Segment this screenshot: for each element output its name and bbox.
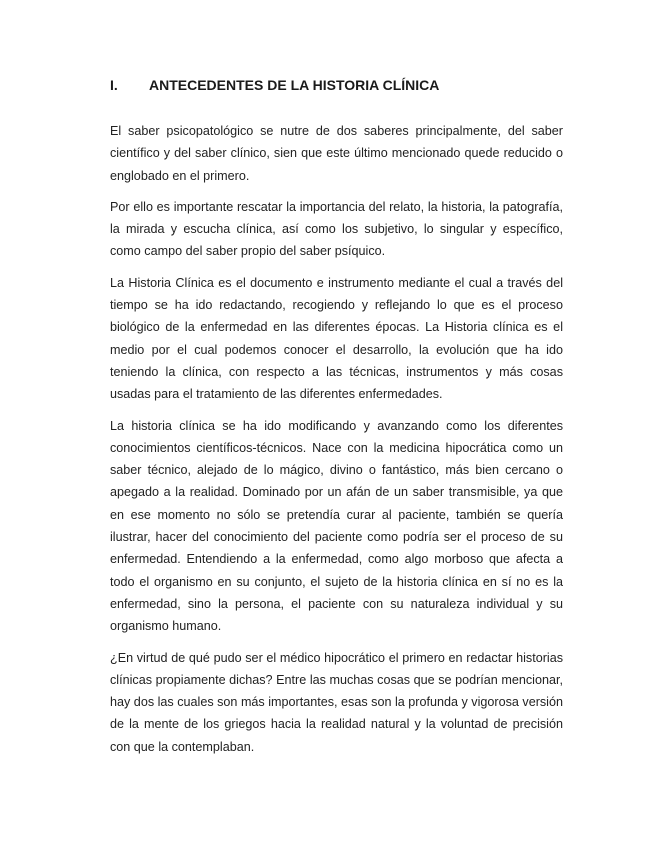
paragraph-2: Por ello es importante rescatar la importancia del relato, la historia, la patografía, la mirada y escucha clínica, así como los subjetivo, lo singular y específico, como campo del saber propio del saber psíquico. [110,199,563,259]
paragraph-3: La Historia Clínica es el documento e instrumento mediante el cual a través del tiempo se ha ido redactando, recogiendo y reflejando lo que es el proceso biológico de la enfermedad en las diferentes épocas. La Historia clínica es el medio por el cual podemos conocer el desarrollo, la evolución que ha ido teniendo la clínica, con respecto a las técnicas, instrumentos y más cosas usadas para el tratamiento de las diferentes enfermedades. [110,275,563,402]
section-heading [110,76,550,94]
section-title: ANTECEDENTES DE LA HISTORIA CLÍNICA [149,77,440,93]
paragraph-4: La historia clínica se ha ido modificando y avanzando como los diferentes conocimientos científicos-técnicos. Nace con la medicina hipocrática como un saber técnico, alejado de lo mágico, divino o fantástico, más bien cercano o apegado a la realidad. Dominado por un afán de un saber transmisible, ya que en ese momento no sólo se pretendía curar al paciente, también se quería ilustrar, hacer del conocimiento del paciente como podría ser el proceso de su enfermedad. Entendiendo a la enfermedad, como algo morboso que afecta a todo el organismo en su conjunto, el sujeto de la historia clínica en sí no es la enfermedad, sino la persona, el paciente con su naturaleza individual y su organismo humano. [110,418,563,634]
document-body [110,120,563,767]
section-number: I. [110,77,118,93]
paragraph-5: ¿En virtud de qué pudo ser el médico hipocrático el primero en redactar historias clínicas propiamente dichas? Entre las muchas cosas que se podrían mencionar, hay dos las cuales son más importantes, esas son la profunda y vigorosa versión de la mente de los griegos hacia la realidad natural y la voluntad de precisión con que la contemplaban. [110,650,563,754]
paragraph-1: El saber psicopatológico se nutre de dos saberes principalmente, del saber científico y del saber clínico, sien que este último mencionado quede reducido o englobado en el primero. [110,124,563,183]
